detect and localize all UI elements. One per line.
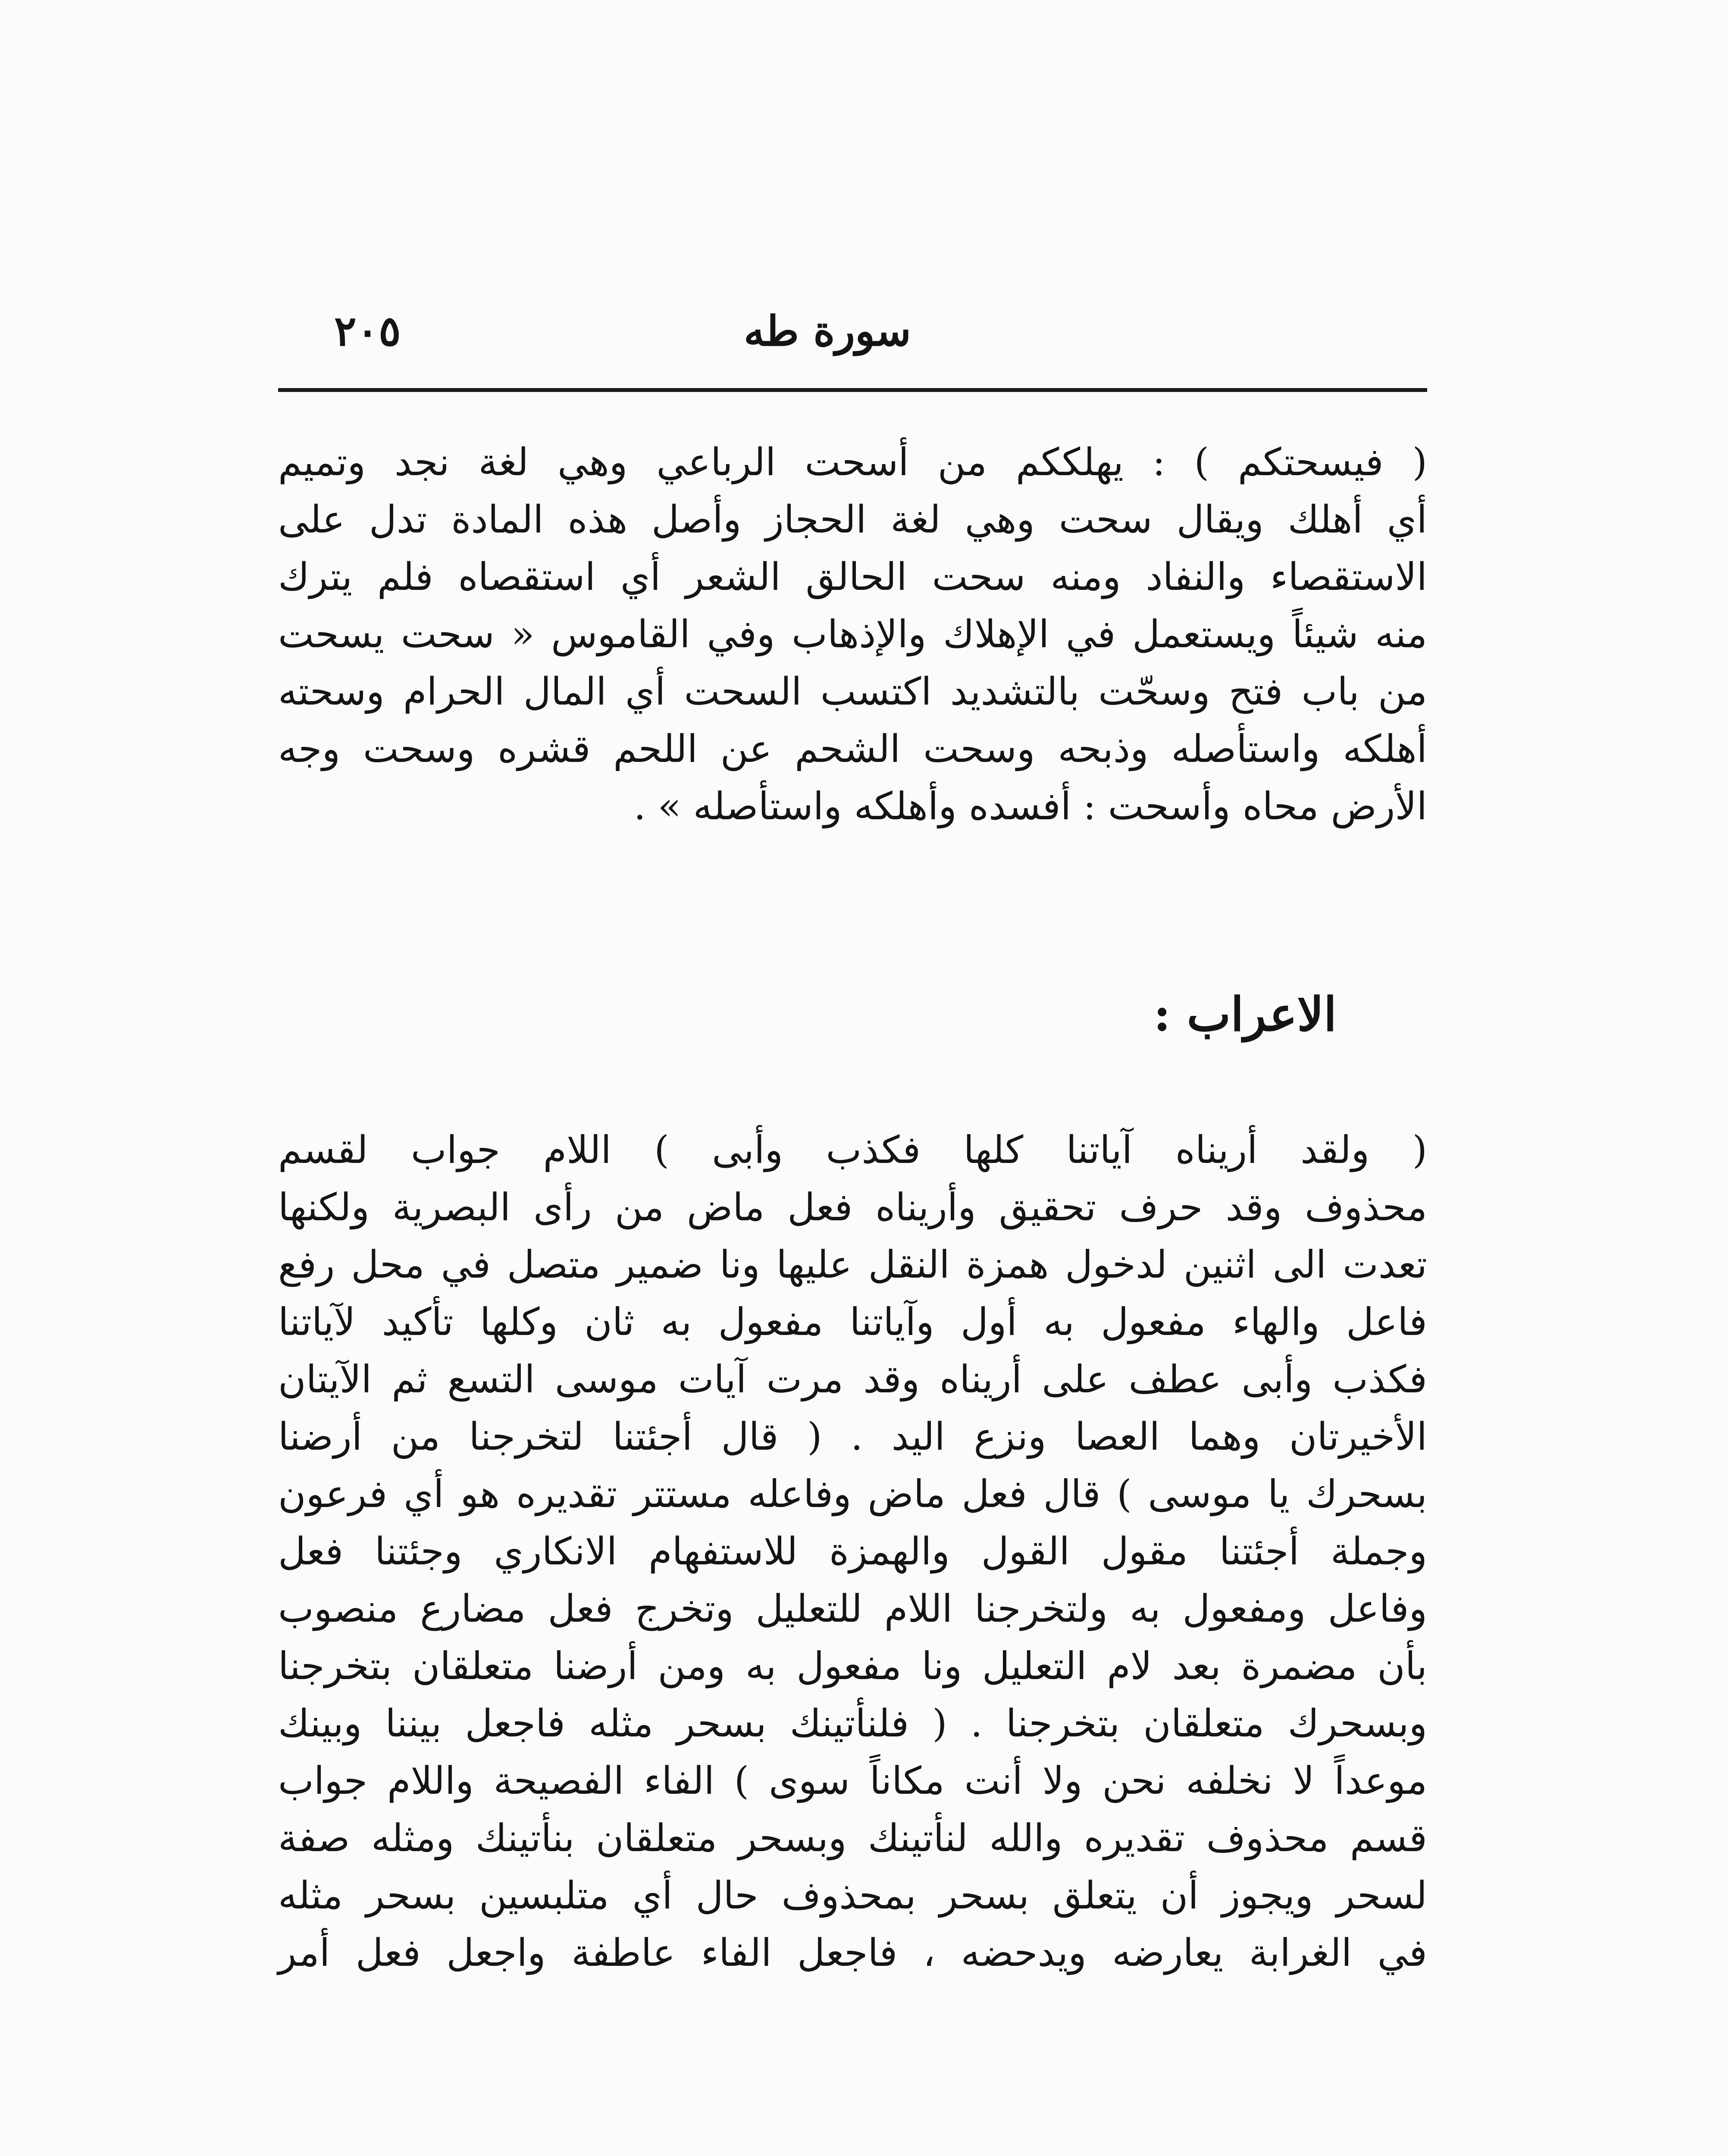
text-line: موعداً لا نخلفه نحن ولا أنت مكاناً سوى ) الفاء الفصيحة واللام جواب xyxy=(278,1758,1427,1803)
text-line: منه شيئاً ويستعمل في الإهلاك والإذهاب وفي القاموس « سحت يسحت xyxy=(278,612,1427,656)
text-line: بسحرك يا موسى ) قال فعل ماض وفاعله مستتر تقديره هو أي فرعون xyxy=(278,1472,1427,1516)
text-line: محذوف وقد حرف تحقيق وأريناه فعل ماض من رأى البصرية ولكنها xyxy=(278,1185,1427,1229)
text-line: ( فيسحتكم ) : يهلككم من أسحت الرباعي وهي لغة نجد وتميم xyxy=(278,440,1427,484)
text-line: بأن مضمرة بعد لام التعليل ونا مفعول به ومن أرضنا متعلقان بتخرجنا xyxy=(278,1644,1427,1688)
text-line: الاستقصاء والنفاد ومنه سحت الحالق الشعر أي استقصاه فلم يترك xyxy=(278,555,1427,599)
page-header xyxy=(278,302,1427,367)
text-line: أي أهلك ويقال سحت وهي لغة الحجاز وأصل هذه المادة تدل على xyxy=(278,497,1427,542)
text-line: ( ولقد أريناه آياتنا كلها فكذب وأبى ) اللام جواب لقسم xyxy=(278,1128,1427,1172)
text-line: أهلكه واستأصله وذبحه وسحت الشحم عن اللحم قشره وسحت وجه xyxy=(278,727,1427,771)
text-line: وجملة أجئتنا مقول القول والهمزة للاستفهام الانكاري وجئتنا فعل xyxy=(278,1529,1427,1573)
text-line: فاعل والهاء مفعول به أول وآياتنا مفعول به ثان وكلها تأكيد لآياتنا xyxy=(278,1300,1427,1344)
text-line: من باب فتح وسحّت بالتشديد اكتسب السحت أي المال الحرام وسحته xyxy=(278,669,1427,714)
text-line: فكذب وأبى عطف على أريناه وقد مرت آيات موسى التسع ثم الآيتان xyxy=(278,1357,1427,1401)
running-title: سورة طه xyxy=(744,307,911,355)
text-line: تعدت الى اثنين لدخول همزة النقل عليها ونا ضمير متصل في محل رفع xyxy=(278,1242,1427,1287)
text-line: الأخيرتان وهما العصا ونزع اليد . ( قال أجئتنا لتخرجنا من أرضنا xyxy=(278,1414,1427,1459)
section-heading: الاعراب : xyxy=(1153,987,1337,1042)
irab-paragraph xyxy=(278,1121,1427,1981)
header-rule xyxy=(278,388,1427,392)
text-line: الأرض محاه وأسحت : أفسده وأهلكه واستأصله » . xyxy=(633,784,1427,828)
page-number: ٢٠٥ xyxy=(334,307,401,355)
text-line: وفاعل ومفعول به ولتخرجنا اللام للتعليل وتخرج فعل مضارع منصوب xyxy=(278,1586,1427,1631)
text-line: قسم محذوف تقديره والله لنأتينك وبسحر متعلقان بنأتينك ومثله صفة xyxy=(278,1816,1427,1860)
text-line: وبسحرك متعلقان بتخرجنا . ( فلنأتينك بسحر مثله فاجعل بيننا وبينك xyxy=(278,1701,1427,1745)
text-line: لسحر ويجوز أن يتعلق بسحر بمحذوف حال أي متلبسين بسحر مثله xyxy=(278,1873,1427,1918)
vocabulary-paragraph xyxy=(278,433,1427,835)
text-line: في الغرابة يعارضه ويدحضه ، فاجعل الفاء عاطفة واجعل فعل أمر xyxy=(278,1930,1427,1975)
